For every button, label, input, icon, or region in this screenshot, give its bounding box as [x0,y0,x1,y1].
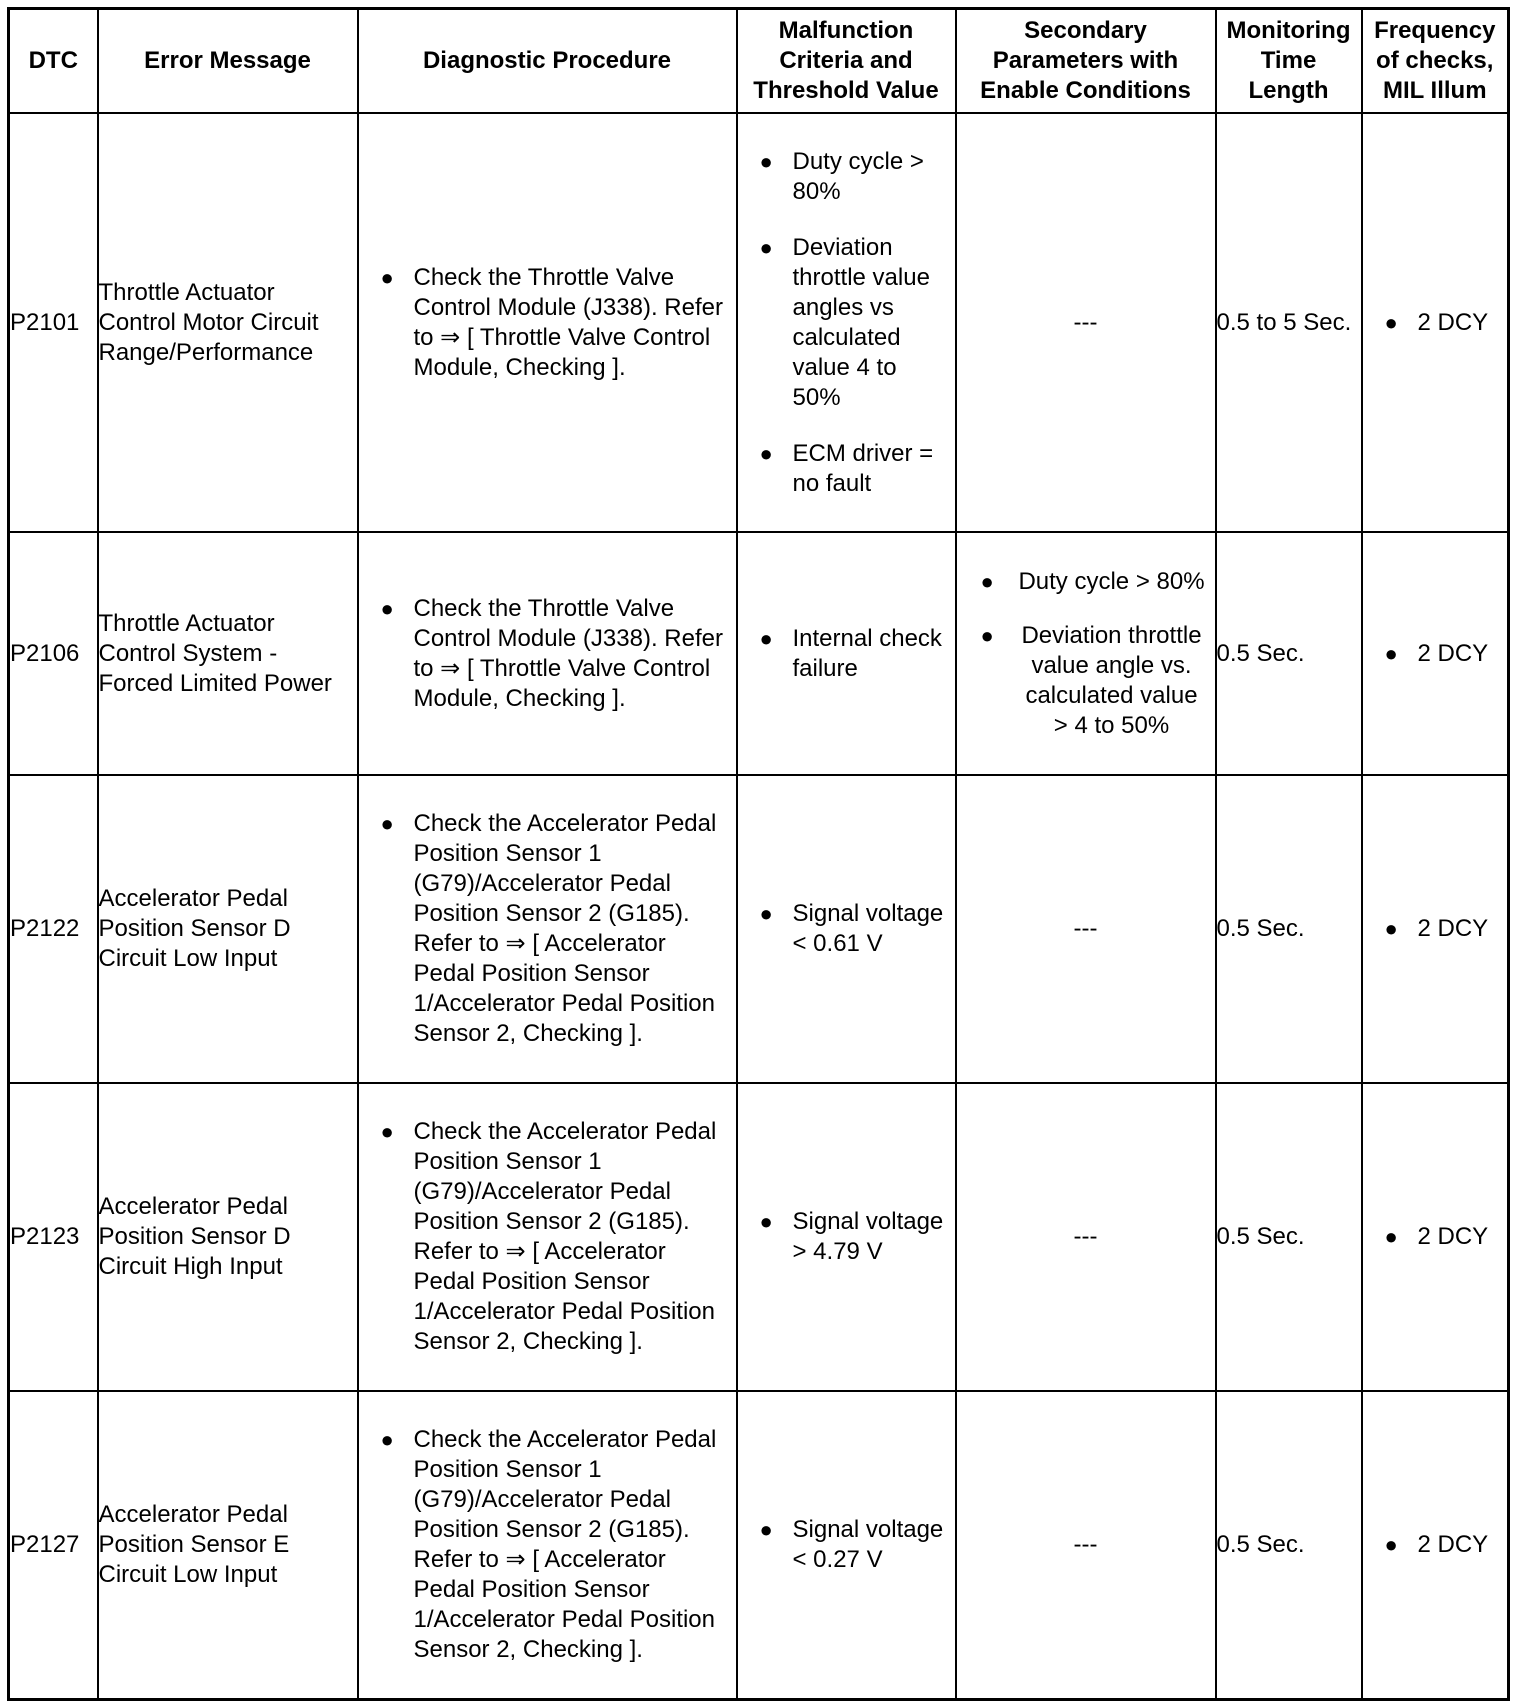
table-row [9,775,1509,1083]
header-diagnostic-procedure: Diagnostic Procedure [358,9,737,114]
diagnostic-procedure [358,775,737,1083]
frequency [1362,775,1509,1083]
error-message: Throttle Actuator Control System - Forced Limited Power [98,532,358,775]
monitoring-time: 0.5 Sec. [1216,532,1362,775]
frequency [1362,113,1509,532]
secondary-item: ● Deviation throttle value angle vs. calculated value > 4 to 50% [957,621,1215,741]
monitoring-time: 0.5 Sec. [1216,1391,1362,1699]
dtc-code: P2127 [9,1391,98,1699]
error-message: Accelerator Pedal Position Sensor D Circuit Low Input [98,775,358,1083]
frequency-item: ● 2 DCY [1363,308,1508,338]
dtc-code: P2122 [9,775,98,1083]
table-row [9,1391,1509,1699]
diagnostic-procedure [358,1391,737,1699]
procedure-item: ● Check the Throttle Valve Control Module (J338). Refer to ⇒ [ Throttle Valve Control Module, Checking ]. [359,263,736,383]
malfunction-criteria [737,775,956,1083]
table-row [9,113,1509,532]
secondary-parameters: --- [956,1083,1216,1391]
dtc-code: P2101 [9,113,98,532]
procedure-item: ● Check the Accelerator Pedal Position Sensor 1 (G79)/Accelerator Pedal Position Sensor 2 (G185). Refer to ⇒ [ Accelerator Pedal Position Sensor 1/Accelerator Pedal Position Sensor 2, Checking ]. [359,809,736,1049]
error-message: Accelerator Pedal Position Sensor E Circuit Low Input [98,1391,358,1699]
frequency-item: ● 2 DCY [1363,1222,1508,1252]
criteria-item: ● Internal check failure [738,624,955,684]
secondary-parameters: --- [956,775,1216,1083]
procedure-item: ● Check the Accelerator Pedal Position Sensor 1 (G79)/Accelerator Pedal Position Sensor 2 (G185). Refer to ⇒ [ Accelerator Pedal Position Sensor 1/Accelerator Pedal Position Sensor 2, Checking ]. [359,1425,736,1665]
frequency-item: ● 2 DCY [1363,1530,1508,1560]
secondary-item: ● Duty cycle > 80% [957,567,1215,597]
header-frequency: Frequency of checks, MIL Illum [1362,9,1509,114]
secondary-parameters: --- [956,1391,1216,1699]
header-malfunction-criteria: Malfunction Criteria and Threshold Value [737,9,956,114]
diagnostic-procedure [358,113,737,532]
table-row [9,1083,1509,1391]
dtc-table [7,7,1510,1701]
dtc-code: P2123 [9,1083,98,1391]
diagnostic-procedure [358,1083,737,1391]
secondary-parameters [956,532,1216,775]
frequency [1362,1391,1509,1699]
diagnostic-procedure [358,532,737,775]
procedure-item: ● Check the Accelerator Pedal Position Sensor 1 (G79)/Accelerator Pedal Position Sensor 2 (G185). Refer to ⇒ [ Accelerator Pedal Position Sensor 1/Accelerator Pedal Position Sensor 2, Checking ]. [359,1117,736,1357]
malfunction-criteria [737,1391,956,1699]
criteria-item: ● ECM driver = no fault [738,439,955,499]
criteria-item: ● Signal voltage < 0.61 V [738,899,955,959]
error-message: Accelerator Pedal Position Sensor D Circuit High Input [98,1083,358,1391]
monitoring-time: 0.5 to 5 Sec. [1216,113,1362,532]
header-error-message: Error Message [98,9,358,114]
malfunction-criteria [737,532,956,775]
frequency [1362,1083,1509,1391]
table-row [9,532,1509,775]
monitoring-time: 0.5 Sec. [1216,775,1362,1083]
header-row [9,9,1509,114]
header-monitoring-time: Monitoring Time Length [1216,9,1362,114]
header-secondary-parameters: Secondary Parameters with Enable Conditions [956,9,1216,114]
malfunction-criteria [737,1083,956,1391]
secondary-parameters: --- [956,113,1216,532]
frequency-item: ● 2 DCY [1363,914,1508,944]
dtc-code: P2106 [9,532,98,775]
header-dtc: DTC [9,9,98,114]
malfunction-criteria [737,113,956,532]
error-message: Throttle Actuator Control Motor Circuit Range/Performance [98,113,358,532]
criteria-item: ● Signal voltage < 0.27 V [738,1515,955,1575]
criteria-item: ● Duty cycle > 80% [738,147,955,207]
frequency [1362,532,1509,775]
frequency-item: ● 2 DCY [1363,639,1508,669]
monitoring-time: 0.5 Sec. [1216,1083,1362,1391]
procedure-item: ● Check the Throttle Valve Control Module (J338). Refer to ⇒ [ Throttle Valve Control Module, Checking ]. [359,594,736,714]
criteria-item: ● Deviation throttle value angles vs calculated value 4 to 50% [738,233,955,413]
criteria-item: ● Signal voltage > 4.79 V [738,1207,955,1267]
